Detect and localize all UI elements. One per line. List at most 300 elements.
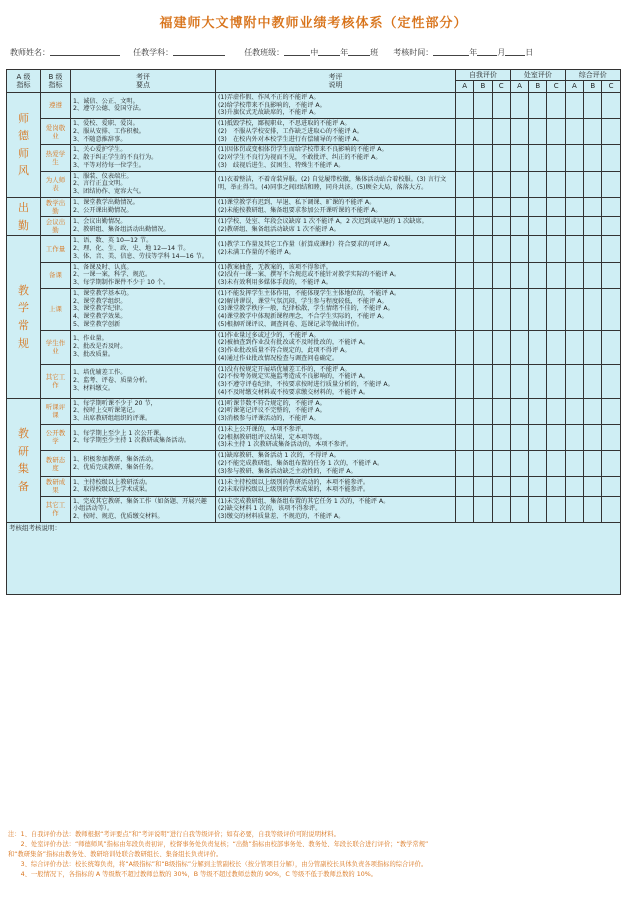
table-row: [7, 171, 621, 197]
review-day-field[interactable]: [505, 48, 525, 56]
class-suffix: 班: [370, 48, 379, 57]
rating-cell[interactable]: [456, 477, 474, 496]
explanation-line: (1)未完成教研组、集备组布置的其它任务 1 次的，不能评 A。: [218, 497, 390, 505]
rating-cell[interactable]: [584, 451, 602, 477]
point-line: 1、课堂教学基本功。: [73, 289, 133, 297]
table-row: [7, 398, 621, 424]
rating-cell[interactable]: [492, 364, 510, 398]
rating-cell[interactable]: [565, 262, 583, 288]
rating-cell[interactable]: [510, 424, 528, 450]
point-line: 2、教研组、集备组活动出勤情况。: [73, 226, 170, 234]
point-line: 1、培优辅差工作。: [73, 369, 127, 377]
rating-cell[interactable]: [456, 262, 474, 288]
explanation-cell: [216, 145, 456, 171]
rating-cell[interactable]: [510, 477, 528, 496]
point-line: 2、取得校级以上学术成果。: [73, 486, 152, 494]
rating-cell[interactable]: [492, 477, 510, 496]
rating-cell[interactable]: [584, 288, 602, 330]
rating-cell[interactable]: [565, 197, 583, 216]
rating-cell[interactable]: [547, 145, 565, 171]
point-line: 3、团结协作、宽容大气。: [73, 188, 145, 196]
rating-cell[interactable]: [456, 496, 474, 522]
rating-cell[interactable]: [492, 197, 510, 216]
table-row: [7, 119, 621, 145]
rating-cell[interactable]: [474, 496, 492, 522]
rating-cell[interactable]: [510, 496, 528, 522]
rating-cell[interactable]: [529, 197, 547, 216]
rating-cell[interactable]: [474, 330, 492, 364]
a-level-header: A 级 指标: [7, 70, 41, 93]
rating-cell[interactable]: [474, 288, 492, 330]
point-line: 3、平等对待每一位学生。: [73, 161, 145, 169]
point-line: 3、每学期制作课件不少于 10 个。: [73, 279, 170, 287]
points-cell: [71, 119, 216, 145]
rating-cell[interactable]: [474, 92, 492, 118]
rating-cell[interactable]: [456, 217, 474, 236]
rating-cell[interactable]: [456, 197, 474, 216]
rating-cell[interactable]: [584, 496, 602, 522]
header-row-1: [7, 70, 621, 81]
point-line: 3、体、音、美、信息、劳技等学科 14—16 节。: [73, 252, 208, 260]
explanation-cell: [216, 288, 456, 330]
table-row: [7, 92, 621, 118]
rating-cell[interactable]: [474, 262, 492, 288]
rating-cell[interactable]: [547, 92, 565, 118]
table-row: [7, 330, 621, 364]
grade-c-header: C: [602, 81, 620, 92]
rating-cell[interactable]: [565, 364, 583, 398]
rating-cell[interactable]: [456, 451, 474, 477]
rating-cell[interactable]: [584, 119, 602, 145]
rating-cell[interactable]: [602, 119, 620, 145]
rating-cell[interactable]: [602, 92, 620, 118]
rating-cell[interactable]: [529, 424, 547, 450]
point-line: 1、服装、仪表端庄。: [73, 172, 133, 180]
grade-c-header: C: [547, 81, 565, 92]
rating-cell[interactable]: [474, 197, 492, 216]
rating-cell[interactable]: [529, 496, 547, 522]
explanation-line: (1)没有按规定开展培优辅差工作的，不能评 A。: [218, 365, 351, 373]
footnote-line: 和“教研集备”指标由教务处、教研培训处联合教研组长、集备组长负责评价。: [8, 851, 223, 859]
rating-cell[interactable]: [529, 398, 547, 424]
explanation-cell: [216, 330, 456, 364]
point-line: 2、一课一案，科学、规范。: [73, 271, 152, 279]
rating-cell[interactable]: [474, 477, 492, 496]
rating-cell[interactable]: [456, 424, 474, 450]
b-level-cell: 公开教学: [41, 424, 71, 450]
rating-cell[interactable]: [456, 92, 474, 118]
grade-b-header: B: [584, 81, 602, 92]
review-time-label: 考核时间：: [393, 48, 434, 57]
overall-eval-header: 综合评价: [565, 70, 620, 81]
points-cell: [71, 496, 216, 522]
rating-cell[interactable]: [547, 477, 565, 496]
rating-cell[interactable]: [565, 424, 583, 450]
rating-cell[interactable]: [510, 288, 528, 330]
rating-cell[interactable]: [602, 145, 620, 171]
rating-cell[interactable]: [510, 398, 528, 424]
b-level-cell: 其它工作: [41, 364, 71, 398]
table-body: [7, 92, 621, 522]
explanation-line: (2)被抽查到作业没有批改或不及时批改的，不能评 A。: [218, 339, 370, 347]
point-line: 4、课堂教学效果。: [73, 313, 127, 321]
explanation-line: (2)未满工作量的不能评 A。: [218, 248, 295, 256]
point-line: 3、出席教研组组织的评课。: [73, 415, 152, 423]
evaluation-table: [6, 69, 621, 595]
explanation-line: (3)课堂教学秩序一般，纪律松散，学生情绪不佳的，不能评 A。: [218, 305, 394, 313]
rating-cell[interactable]: [565, 217, 583, 236]
point-line: 1、关心爱护学生。: [73, 146, 127, 154]
rating-cell[interactable]: [602, 236, 620, 262]
explanation-line: (1)教学工作量及其它工作量（折算成课时）符合要求的可评 A。: [218, 241, 394, 249]
rating-cell[interactable]: [492, 398, 510, 424]
rating-cell[interactable]: [547, 171, 565, 197]
rating-cell[interactable]: [529, 236, 547, 262]
explanation-line: (3)作业批改质量不符合规定的，此项不得评 A。: [218, 347, 351, 355]
rating-cell[interactable]: [565, 496, 583, 522]
rating-cell[interactable]: [584, 236, 602, 262]
rating-cell[interactable]: [492, 424, 510, 450]
rating-cell[interactable]: [584, 197, 602, 216]
rating-cell[interactable]: [492, 262, 510, 288]
review-month-label: 月: [497, 48, 506, 57]
rating-cell[interactable]: [529, 171, 547, 197]
b-level-cell: 教学出勤: [41, 197, 71, 216]
rating-cell[interactable]: [584, 330, 602, 364]
table-row: [7, 364, 621, 398]
explanation-line: (1)未上公开课的，本项不参评。: [218, 425, 308, 433]
explanation-line: (2)对学生不良行为视而不见，不敢批评、纠正的不能评 A。: [218, 154, 382, 162]
rating-cell[interactable]: [602, 171, 620, 197]
remarks-row: [7, 522, 621, 594]
explanation-line: (2)缺交材料 1 次的，该项不得参评。: [218, 505, 322, 513]
b-level-cell: 爱岗敬业: [41, 119, 71, 145]
rating-cell[interactable]: [602, 451, 620, 477]
table-row: [7, 145, 621, 171]
rating-cell[interactable]: [547, 119, 565, 145]
class-field[interactable]: [348, 48, 370, 56]
explanation-line: (4)通过作业批改情况检查与调查问卷确定。: [218, 354, 339, 362]
rating-cell[interactable]: [456, 330, 474, 364]
rating-cell[interactable]: [584, 262, 602, 288]
point-line: 3、课堂教学纪律。: [73, 305, 127, 313]
rating-cell[interactable]: [584, 92, 602, 118]
rating-cell[interactable]: [565, 288, 583, 330]
rating-cell[interactable]: [456, 398, 474, 424]
review-month-field[interactable]: [477, 48, 497, 56]
rating-cell[interactable]: [474, 145, 492, 171]
grade-suffix: 中: [310, 48, 319, 57]
footnotes: [8, 830, 620, 880]
point-line: 2、课堂教学组织。: [73, 297, 127, 305]
points-cell: [71, 92, 216, 118]
rating-cell[interactable]: [584, 398, 602, 424]
rating-cell[interactable]: [510, 197, 528, 216]
explanation-line: (1)因体罚或变相体罚学生而给学校带来不良影响的不能评 A。: [218, 146, 388, 154]
point-line: 2、散于纠正学生的不良行为。: [73, 154, 158, 162]
table-row: [7, 477, 621, 496]
explanation-line: (1)学校、处室、年段会议缺席 1 次不能评 A，2 次迟到或早退的 1 次缺席。: [218, 218, 428, 226]
rating-cell[interactable]: [510, 262, 528, 288]
table-row: [7, 496, 621, 522]
rating-cell[interactable]: [547, 398, 565, 424]
explanation-line: (2)不能完成教研组、集备组布置的任务 1 次的，不能评 A。: [218, 459, 384, 467]
b-level-cell: 教研态度: [41, 451, 71, 477]
points-cell: [71, 477, 216, 496]
rating-cell[interactable]: [492, 496, 510, 522]
b-level-header: B 级 指标: [41, 70, 71, 93]
rating-cell[interactable]: [529, 92, 547, 118]
rating-cell[interactable]: [565, 92, 583, 118]
rating-cell[interactable]: [547, 288, 565, 330]
rating-cell[interactable]: [584, 424, 602, 450]
rating-cell[interactable]: [584, 217, 602, 236]
points-cell: [71, 424, 216, 450]
point-line: 1、每学期听课不少于 20 节，: [73, 399, 157, 407]
rating-cell[interactable]: [565, 145, 583, 171]
rating-cell[interactable]: [529, 119, 547, 145]
rating-cell[interactable]: [565, 477, 583, 496]
a-level-cell: 教 学 常 规: [7, 236, 41, 398]
rating-cell[interactable]: [565, 451, 583, 477]
rating-cell[interactable]: [492, 330, 510, 364]
footnote-line: 注：1、自我评价办法：教师根据“考评要点”和“考评说明”进行自我等级评价；如有必要，自我等级评价可附说明材料。: [8, 831, 340, 838]
table-row: [7, 236, 621, 262]
rating-cell[interactable]: [602, 477, 620, 496]
rating-cell[interactable]: [602, 496, 620, 522]
rating-cell[interactable]: [565, 330, 583, 364]
grade-b-header: B: [474, 81, 492, 92]
points-cell: [71, 288, 216, 330]
review-year-label: 年: [469, 48, 478, 57]
points-cell: [71, 217, 216, 236]
explanation-line: (2)根据教研组评议结果，定本项等级。: [218, 433, 326, 441]
rating-cell[interactable]: [492, 217, 510, 236]
rating-cell[interactable]: [474, 171, 492, 197]
point-line: 1、积极参加教研、集备活动。: [73, 455, 158, 463]
point-line: 1、诚信、公正、文明。: [73, 97, 139, 105]
rating-cell[interactable]: [602, 288, 620, 330]
explanation-line: (1)未主持校级以上级别的教研活动的，本项不能参评。: [218, 478, 370, 486]
footnote-line: 2、处室评价办法：“师德师风”指标由年段负责初评，校督事务处负责复核；“出勤”指标由校部事务处、教务处、年段长联合进行评价；“教学常规”: [8, 841, 429, 849]
review-year-field[interactable]: [433, 48, 469, 56]
teacher-name-label: 教师姓名：: [10, 48, 50, 57]
point-line: 2、服从安排、工作积极。: [73, 127, 145, 135]
rating-cell[interactable]: [602, 398, 620, 424]
rating-cell[interactable]: [547, 451, 565, 477]
rating-cell[interactable]: [547, 496, 565, 522]
rating-cell[interactable]: [547, 262, 565, 288]
table-row: [7, 197, 621, 216]
points-cell: [71, 364, 216, 398]
table-row: [7, 217, 621, 236]
rating-cell[interactable]: [565, 119, 583, 145]
rating-cell[interactable]: [547, 330, 565, 364]
point-line: 3、批改质量。: [73, 350, 115, 358]
rating-cell[interactable]: [474, 451, 492, 477]
explanation-cell: [216, 398, 456, 424]
explanation-header: 考评 说明: [216, 70, 456, 93]
rating-cell[interactable]: [474, 119, 492, 145]
explanation-line: (4)课堂教学中体现新课程理念，不合学生实际的，不能评 A。: [218, 313, 388, 321]
points-cell: [71, 451, 216, 477]
rating-cell[interactable]: [529, 145, 547, 171]
rating-cell[interactable]: [529, 217, 547, 236]
point-line: 1、会议出勤情况。: [73, 218, 127, 226]
points-header: 考评 要点: [71, 70, 216, 93]
table-row: [7, 262, 621, 288]
rating-cell[interactable]: [456, 236, 474, 262]
rating-cell[interactable]: [474, 236, 492, 262]
subject-field[interactable]: [173, 48, 225, 56]
rating-cell[interactable]: [547, 236, 565, 262]
footnote-line: 3、综合评价办法：校长统筹负责，将“A级指标”和“B级指标”分解到主管副校长（按分管项目分解），由分管副校长具体负责各项指标的综合评价。: [8, 861, 428, 869]
rating-cell[interactable]: [529, 477, 547, 496]
office-eval-header: 处室评价: [510, 70, 565, 81]
rating-cell[interactable]: [474, 217, 492, 236]
explanation-cell: [216, 92, 456, 118]
rating-cell[interactable]: [510, 171, 528, 197]
rating-cell[interactable]: [510, 364, 528, 398]
review-day-label: 日: [525, 48, 534, 57]
rating-cell[interactable]: [584, 477, 602, 496]
points-cell: [71, 197, 216, 216]
explanation-cell: [216, 119, 456, 145]
info-row: [10, 47, 618, 58]
rating-cell[interactable]: [547, 217, 565, 236]
year-field[interactable]: [318, 48, 340, 56]
rating-cell[interactable]: [584, 171, 602, 197]
b-level-cell: 热爱学生: [41, 145, 71, 171]
grade-c-header: C: [492, 81, 510, 92]
points-cell: [71, 398, 216, 424]
point-line: 1、作业量。: [73, 335, 108, 343]
explanation-line: (3)未有效利用多媒体手段的，不能评 A。: [218, 279, 332, 287]
rating-cell[interactable]: [584, 145, 602, 171]
explanation-line: (4)不及时缴交材料或不按要求缴交材料的，不能评 A。: [218, 388, 370, 396]
rating-cell[interactable]: [510, 330, 528, 364]
rating-cell[interactable]: [510, 451, 528, 477]
rating-cell[interactable]: [510, 145, 528, 171]
rating-cell[interactable]: [602, 424, 620, 450]
rating-cell[interactable]: [529, 288, 547, 330]
points-cell: [71, 145, 216, 171]
rating-cell[interactable]: [529, 451, 547, 477]
subject-label: 任教学科：: [133, 48, 174, 57]
rating-cell[interactable]: [602, 197, 620, 216]
rating-cell[interactable]: [602, 364, 620, 398]
rating-cell[interactable]: [456, 364, 474, 398]
class-label: 任教班级：: [244, 48, 285, 57]
explanation-line: (5)根据听课评议、调查问卷、巡课记录等做出评价。: [218, 320, 363, 328]
rating-cell[interactable]: [510, 217, 528, 236]
point-line: 2、优质完成教研、集备任务。: [73, 463, 158, 471]
rating-cell[interactable]: [510, 236, 528, 262]
rating-cell[interactable]: [529, 330, 547, 364]
rating-cell[interactable]: [602, 262, 620, 288]
rating-cell[interactable]: [510, 119, 528, 145]
explanation-line: (1)课堂教学有迟到、早退、私下调课、旷课的不能评 A。: [218, 199, 376, 207]
rating-cell[interactable]: [584, 364, 602, 398]
rating-cell[interactable]: [474, 398, 492, 424]
rating-cell[interactable]: [529, 262, 547, 288]
rating-cell[interactable]: [547, 364, 565, 398]
rating-cell[interactable]: [492, 171, 510, 197]
rating-cell[interactable]: [565, 171, 583, 197]
b-level-cell: 上课: [41, 288, 71, 330]
rating-cell[interactable]: [492, 92, 510, 118]
grade-field[interactable]: [284, 48, 310, 56]
a-level-cell: 师 德 师 风: [7, 92, 41, 197]
point-line: 1、语、数、英 10—12 节。: [73, 237, 153, 245]
explanation-cell: [216, 451, 456, 477]
explanation-line: (2)没有一课一案、撰写不合规范或不能针对教学实际的不能评 A。: [218, 271, 401, 279]
explanation-cell: [216, 262, 456, 288]
explanation-line: (1)教案抽查，无教案的，该项不得参评。: [218, 263, 332, 271]
explanation-line: (2)不按考务规定实施监考造成不良影响的，不能评 A。: [218, 373, 370, 381]
rating-cell[interactable]: [492, 451, 510, 477]
explanation-line: (2)教研组、集备组活动缺席 1 次不能评 A。: [218, 226, 340, 234]
rating-cell[interactable]: [492, 119, 510, 145]
rating-cell[interactable]: [565, 398, 583, 424]
rating-cell[interactable]: [529, 364, 547, 398]
point-line: 5、课堂教学创新: [73, 320, 121, 328]
rating-cell[interactable]: [456, 171, 474, 197]
point-line: 1、主持校级以上教研活动。: [73, 478, 152, 486]
explanation-cell: [216, 217, 456, 236]
remarks-cell[interactable]: [7, 522, 621, 594]
rating-cell[interactable]: [547, 197, 565, 216]
rating-cell[interactable]: [456, 145, 474, 171]
b-level-cell: 为人师表: [41, 171, 71, 197]
table-row: [7, 288, 621, 330]
explanation-cell: [216, 197, 456, 216]
explanation-line: (2)未能按教研组、集备组要求参加公开课听课的不能评 A。: [218, 206, 382, 214]
explanation-line: (3)缴交的材料质量差、不规范的，不能评 A。: [218, 513, 345, 521]
explanation-cell: [216, 236, 456, 262]
rating-cell[interactable]: [492, 236, 510, 262]
explanation-line: (3)参与教研、集备活动缺乏主动性的，不能评 A。: [218, 467, 357, 475]
rating-cell[interactable]: [474, 364, 492, 398]
rating-cell[interactable]: [602, 217, 620, 236]
rating-cell[interactable]: [602, 330, 620, 364]
teacher-name-field[interactable]: [50, 48, 120, 56]
explanation-line: (3)未主持 1 次教研或集备活动的，本项不参评。: [218, 441, 353, 449]
rating-cell[interactable]: [474, 424, 492, 450]
rating-cell[interactable]: [492, 288, 510, 330]
point-line: 2、按时上交听课笔记。: [73, 407, 139, 415]
rating-cell[interactable]: [492, 145, 510, 171]
rating-cell[interactable]: [510, 92, 528, 118]
rating-cell[interactable]: [547, 424, 565, 450]
b-level-cell: 其它工作: [41, 496, 71, 522]
point-line: 2、遵守公德、爱国守法。: [73, 105, 145, 113]
point-line: 1、课堂教学出勤情况。: [73, 199, 139, 207]
explanation-line: (1)听课节数不符合规定的，不能评 A。: [218, 399, 326, 407]
rating-cell[interactable]: [456, 288, 474, 330]
rating-cell[interactable]: [456, 119, 474, 145]
explanation-line: (1)抵毁学校，鄙视职业，不思进取的不能评 A。: [218, 120, 351, 128]
point-line: 2、按时、规范、优质缴交材料。: [73, 513, 164, 521]
point-line: 2、理、化、生、政、史、地 12—14 节。: [73, 245, 190, 253]
explanation-line: (2)给学校带来不良影响的，不能评 A。: [218, 101, 326, 109]
explanation-line: (3)消极参与评课活动的，不能评 A。: [218, 415, 320, 423]
explanation-line: (3) 歧视后进生、贫困生、特殊生不能评 A。: [218, 161, 345, 169]
points-cell: [71, 171, 216, 197]
rating-cell[interactable]: [565, 236, 583, 262]
b-level-cell: 备课: [41, 262, 71, 288]
point-line: 2、批改是否及时。: [73, 343, 127, 351]
